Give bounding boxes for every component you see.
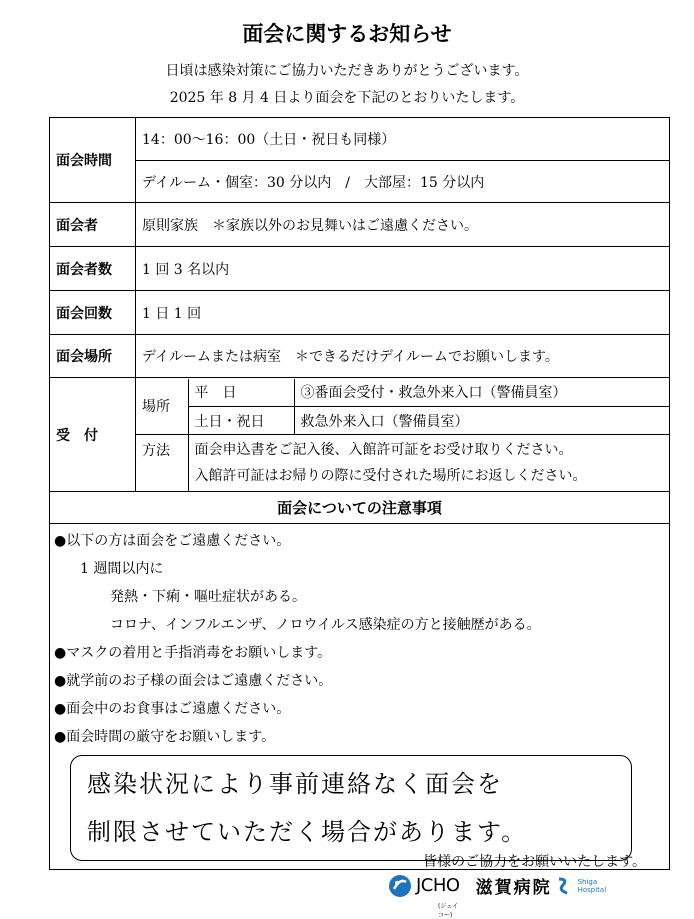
restriction-callout bbox=[70, 755, 632, 861]
thanks-text: 皆様のご協力をお願いいたします。 bbox=[423, 854, 646, 870]
hospital-logo bbox=[388, 873, 607, 919]
note-item: ●面会時間の厳守をお願いします。 bbox=[54, 729, 276, 745]
row-label-times: 面会回数 bbox=[50, 291, 136, 335]
brand-en bbox=[578, 878, 607, 894]
note-item: ●面会中のお食事はご遠慮ください。 bbox=[54, 701, 291, 717]
callout-line-1: 感染状況により事前連絡なく面会を bbox=[87, 770, 503, 798]
note-item: コロナ、インフルエンザ、ノロウイルス感染症の方と接触歴がある。 bbox=[110, 617, 541, 633]
holiday-value: 救急外来入口（警備員室） bbox=[294, 407, 669, 435]
row-label-time: 面会時間 bbox=[50, 118, 136, 203]
note-item: ●マスクの着用と手指消毒をお願いします。 bbox=[54, 645, 332, 661]
org-name: JCHO bbox=[416, 875, 460, 896]
place-value: デイルームまたは病室 ＊できるだけデイルームでお願いします。 bbox=[136, 335, 670, 378]
reception-cell bbox=[136, 378, 670, 492]
note-item: ●就学前のお子様の面会はご遠慮ください。 bbox=[54, 673, 333, 689]
page-title: 面会に関するお知らせ bbox=[242, 22, 452, 46]
reception-method-label: 方法 bbox=[136, 435, 188, 491]
notes-cell bbox=[50, 524, 670, 870]
count-value: 1 回 3 名以内 bbox=[136, 247, 670, 291]
hospital-name: 滋賀病院 bbox=[475, 878, 552, 898]
notes-list bbox=[50, 524, 669, 861]
row-label-visitor: 面会者 bbox=[50, 203, 136, 247]
visit-duration: デイルーム・個室：30 分以内 / 大部屋：15 分以内 bbox=[136, 161, 670, 203]
row-label-reception: 受 付 bbox=[50, 378, 136, 492]
visit-info-table bbox=[49, 117, 670, 870]
brand-en-line-1: Shiga bbox=[577, 877, 598, 886]
note-item: 1 週間以内に bbox=[80, 561, 164, 577]
note-item: 発熱・下痢・嘔吐症状がある。 bbox=[110, 589, 306, 605]
visit-hours: 14：00〜16：00（土日・祝日も同様） bbox=[136, 118, 670, 161]
weekday-label: 平 日 bbox=[188, 379, 294, 407]
intro-line-1: 日頃は感染対策にご協力いただきありがとうございます。 bbox=[165, 63, 529, 79]
notes-heading: 面会についての注意事項 bbox=[50, 492, 670, 524]
row-label-place: 面会場所 bbox=[50, 335, 136, 378]
method-line-1: 面会申込書をご記入後、入館許可証をお受け取りください。 bbox=[194, 441, 573, 458]
method-line-2: 入館許可証はお帰りの際に受付された場所にお返しください。 bbox=[194, 467, 587, 484]
shiga-logo-icon bbox=[556, 877, 570, 895]
holiday-label: 土日・祝日 bbox=[188, 407, 294, 435]
org-kana: (ジェイコー) bbox=[438, 903, 459, 919]
visitor-value: 原則家族 ＊家族以外のお見舞いはご遠慮ください。 bbox=[136, 203, 670, 247]
jcho-logo-icon bbox=[388, 874, 412, 898]
reception-location-label: 場所 bbox=[136, 379, 188, 435]
note-item: ●以下の方は面会をご遠慮ください。 bbox=[54, 533, 291, 549]
callout-line-2: 制限させていただく場合があります。 bbox=[87, 818, 528, 846]
reception-table bbox=[136, 379, 669, 491]
brand-en-line-2: Hospital bbox=[577, 885, 607, 894]
intro-line-2: 2025 年 8 月 4 日より面会を下記のとおりいたします。 bbox=[169, 90, 525, 106]
row-label-count: 面会者数 bbox=[50, 247, 136, 291]
weekday-value: ③番面会受付・救急外来入口（警備員室） bbox=[294, 379, 669, 407]
reception-method-value bbox=[188, 435, 669, 491]
times-value: 1 日 1 回 bbox=[136, 291, 670, 335]
